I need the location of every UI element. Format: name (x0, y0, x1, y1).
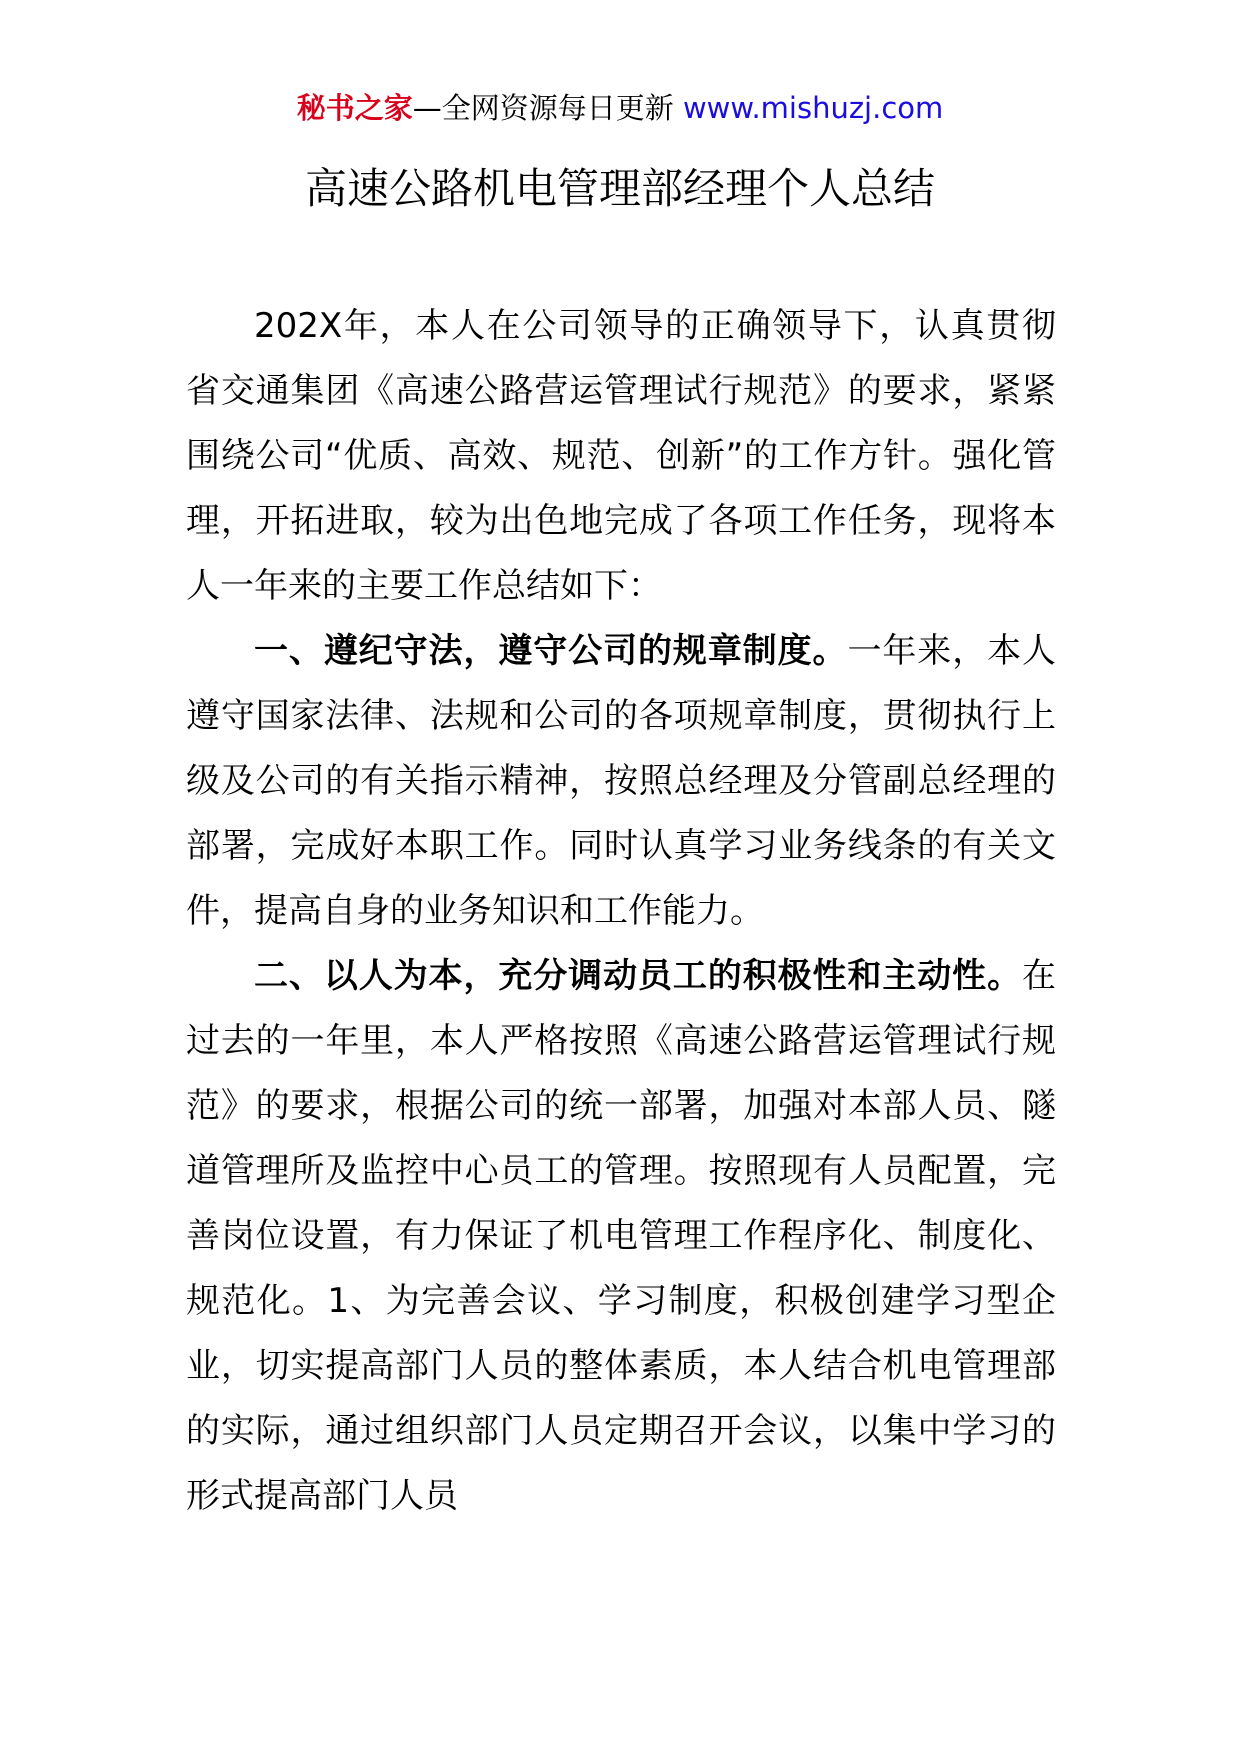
paragraph-text: 在过去的一年里，本人严格按照《高速公路营运管理试行规范》的要求，根据公司的统一部署，加强对本部人员、隧道管理所及监控中心员工的管理。按照现有人员配置，完善岗位设置，有力保证了机电管理工作程序化、制度化、规范化。1、为完善会议、学习制度，积极创建学习型企业，切实提高部门人员的整体素质，本人结合机电管理部的实际，通过组织部门人员定期召开会议，以集中学习的形式提高部门人员 (186, 956, 1056, 1516)
site-header (0, 88, 1240, 128)
brand-name: 秘书之家 (296, 91, 413, 125)
section-heading: 二、以人为本，充分调动员工的积极性和主动性。 (254, 956, 1022, 996)
header-tagline: —全网资源每日更新 (412, 91, 674, 125)
site-url-link[interactable]: www.mishuzj.com (682, 91, 944, 125)
section-heading: 一、遵纪守法，遵守公司的规章制度。 (254, 631, 848, 671)
paragraph-text: 202X年，本人在公司领导的正确领导下，认真贯彻省交通集团《高速公路营运管理试行规范》的要求，紧紧围绕公司“优质、高效、规范、创新”的工作方针。强化管理，开拓进取，较为出色地完成了各项工作任务，现将本人一年来的主要工作总结如下： (186, 306, 1056, 606)
paragraph-section-2 (186, 944, 1056, 1529)
paragraph-section-1 (186, 619, 1056, 944)
paragraph-intro (186, 294, 1056, 619)
paragraph-text: 一年来，本人遵守国家法律、法规和公司的各项规章制度，贯彻执行上级及公司的有关指示精神，按照总经理及分管副总经理的部署，完成好本职工作。同时认真学习业务线条的有关文件，提高自身的业务知识和工作能力。 (186, 631, 1057, 931)
document-title: 高速公路机电管理部经理个人总结 (304, 164, 935, 213)
document-body (186, 294, 1056, 1529)
